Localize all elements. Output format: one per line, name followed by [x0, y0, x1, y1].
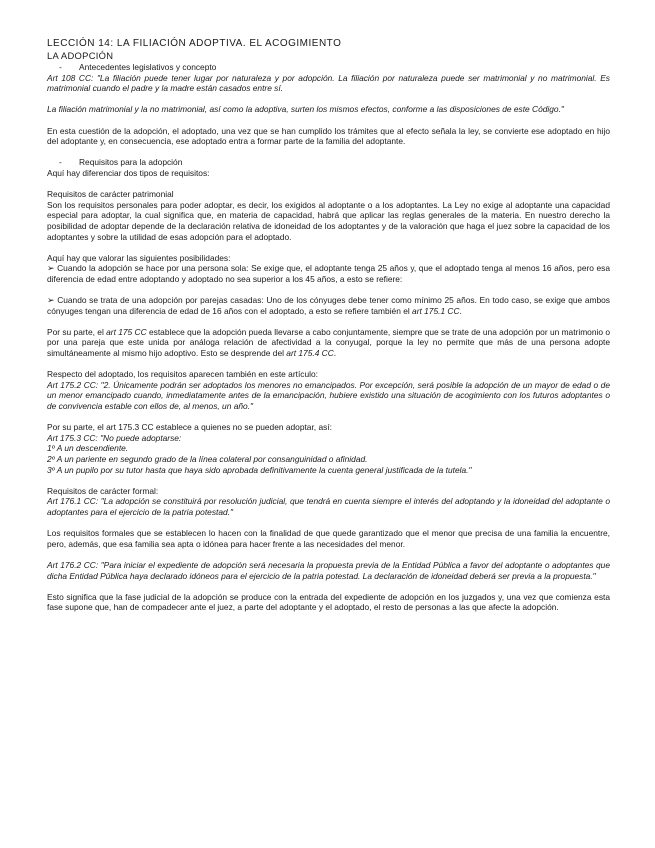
quote-art1761: Art 176.1 CC: "La adopción se constituirá por resolución judicial, que tendrá en cuenta siempre el interés del adoptando y la idoneidad del adoptante o adoptantes para el ejercicio de la patria potestad." [47, 496, 610, 517]
quote-art1762: Art 176.2 CC: "Para iniciar el expediente de adopción será necesaria la propuesta previa de la Entidad Pública a favor del adoptante o adoptantes que dicha Entidad Pública haya declarado idóneos para el ejercicio de la patria potestad. La declaración de idoneidad deberá ser previa a la propuesta." [47, 559, 610, 581]
quote-art1753-item: 3º A un pupilo por su tutor hasta que haya sido aprobada definitivamente la cuenta general justificada de la tutela." [47, 464, 472, 475]
section-title: LA ADOPCIÓN [47, 50, 114, 61]
quote-art1752: Art 175.2 CC: "2. Únicamente podrán ser adoptados los menores no emancipados. Por excepción, será posible la adopción de un mayor de edad o de un menor emancipado cuando, inmediatamente antes de la emancipación, hubiere existido una situación de acogimiento con los futuros adoptantes o de convivencia estable con ellos de, al menos, un año." [47, 379, 610, 411]
bullet-label: Antecedentes legislativos y concepto [79, 62, 217, 72]
paragraph-valorar: Aquí hay que valorar las siguientes posibilidades: [47, 252, 231, 263]
heading-formal: Requisitos de carácter formal: [47, 485, 159, 496]
bullet-requisitos [47, 157, 610, 168]
quote-art108: Art 108 CC: "La filiación puede tener lugar por naturaleza y por adopción. La filiación por naturaleza puede ser matrimonial y no matrimonial. Es matrimonial cuando el padre y la madre están casados entre sí. [47, 72, 610, 94]
paragraph-final: Esto significa que la fase judicial de la adopción se produce con la entrada del expediente de adopción en los juzgados y, una vez que comienza esta fase supone que, han de compadecer ante el juez, a parte del adoptante y el adoptado, el resto de personas a las que afecte la adopción. [47, 591, 610, 613]
quote-art1753-item: 1º A un descendiente. [47, 443, 129, 454]
bullet-dash: - [59, 157, 62, 168]
paragraph-patrimonial: Son los requisitos personales para poder adoptar, es decir, los exigidos al adoptante o a los adoptantes. La Ley no exige al adoptante una capacidad especial para adoptar, la cual significa que, en materia de capacidad, habrá que aplicar las reglas generales de la materia. En nuestro derecho la posibilidad de adoptar depende de la declaración relativa de idoneidad de los adoptantes y de la valoración que haga el juez sobre la capacidad de los adoptantes y sobre la utilidad de esas adopción para el adoptado. [47, 199, 610, 242]
quote-art1753: Art 175.3 CC: "No puede adoptarse: [47, 432, 182, 443]
paragraph-conjunta: Por su parte, el art 175 CC establece que la adopción pueda llevarse a cabo conjuntamente, siempre que se trate de una adopción por un matrimonio o por una pareja que este unida por análoga relación de afectividad a la conyugal, porque la ley no permite que más de una persona adopte simultáneamente al mismo hijo adoptivo. Esto se desprende del art 175.4 CC. [47, 326, 610, 359]
lesson-title: LECCIÓN 14: LA FILIACIÓN ADOPTIVA. EL ACOGIMIENTO [47, 38, 342, 49]
arrow-bullet-icon: ➢ [47, 295, 55, 306]
paragraph-persona-sola: ➢ Cuando la adopción se hace por una persona sola: Se exige que, el adoptante tenga 25 años y, que el adoptado tenga al menos 16 años, pero esa diferencia de edad entre adoptando y adoptado no sea superior a los 45 años, a esto se refiere: [47, 263, 610, 284]
article-ref: art 175 CC [106, 326, 147, 337]
bullet-dash: - [59, 62, 62, 72]
article-ref: art 175.4 CC [286, 348, 334, 359]
paragraph-parejas: ➢ Cuando se trata de una adopción por parejas casadas: Uno de los cónyuges debe tener como mínimo 25 años. En todo caso, se exige que ambos cónyuges tengan una diferencia de edad de 16 años con el adoptado, a esto se refiere también el art 175.1 CC. [47, 295, 610, 316]
bullet-label: Requisitos para la adopción [79, 157, 183, 168]
paragraph-formales: Los requisitos formales que se establecen lo hacen con la finalidad de que quede garantizado que el menor que precisa de una familia la encuentre, pero, además, que esa familia sea apta o idónea para hacer frente a las necesidades del menor. [47, 528, 610, 549]
paragraph-quienes: Por su parte, el art 175.3 CC establece a quienes no se pueden adoptar, así: [47, 422, 332, 433]
quote-art108-cont: La filiación matrimonial y la no matrimonial, así como la adoptiva, surten los mismos efectos, conforme a las disposiciones de este Código." [47, 104, 564, 115]
document-page [47, 38, 610, 613]
heading-patrimonial: Requisitos de carácter patrimonial [47, 189, 174, 200]
paragraph-cuestion: En esta cuestión de la adopción, el adoptado, una vez que se han cumplido los trámites que al efecto señala la ley, se convierte ese adoptado en hijo del adoptante y, en consecuencia, ese adoptado entra a formar parte de la familia del adoptante. [47, 125, 610, 147]
article-ref: art 175.1 CC [412, 305, 460, 316]
quote-art1753-item: 2º A un pariente en segundo grado de la línea colateral por consanguinidad o afinidad. [47, 453, 368, 464]
bullet-antecedentes [47, 62, 610, 73]
paragraph-respecto: Respecto del adoptado, los requisitos aparecen también en este artículo: [47, 369, 318, 380]
arrow-bullet-icon: ➢ [47, 263, 55, 274]
paragraph-diferenciar: Aquí hay diferenciar dos tipos de requisitos: [47, 167, 210, 178]
